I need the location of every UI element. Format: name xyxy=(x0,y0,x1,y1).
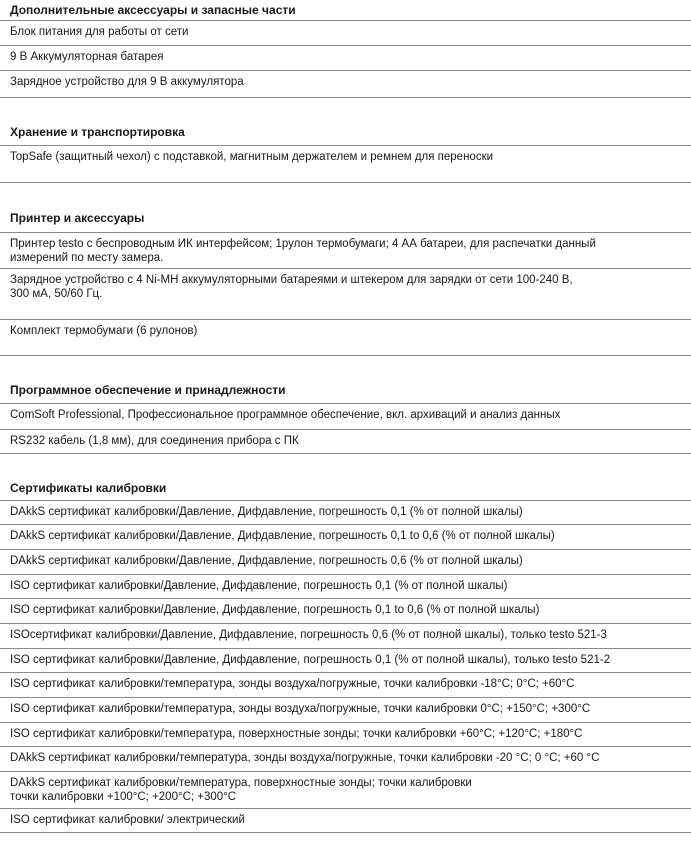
section-title-accessories: Дополнительные аксессуары и запасные части xyxy=(10,3,296,17)
list-item: Блок питания для работы от сети xyxy=(0,21,691,46)
list-item: ComSoft Professional, Профессиональное программное обеспечение, вкл. архиваций и анализ данных xyxy=(0,404,691,430)
section-title-calibration: Сертификаты калибровки xyxy=(10,481,167,495)
list-item: 9 В Аккумуляторная батарея xyxy=(0,46,691,71)
list-item: ISO сертификат калибровки/температура, поверхностные зонды; точки калибровки +60°C; +120°C; +180°C xyxy=(0,723,691,747)
list-item: TopSafe (защитный чехол) с подставкой, магнитным держателем и ремнем для переноски xyxy=(0,146,691,183)
list-item: Комплект термобумаги (6 рулонов) xyxy=(0,320,691,356)
list-item: ISOсертификат калибровки/Давление, Дифдавление, погрешность 0,6 (% от полной шкалы), только testo 521-3 xyxy=(0,624,691,649)
section-title-printer: Принтер и аксессуары xyxy=(10,211,145,225)
list-item: RS232 кабель (1,8 мм), для соединения прибора с ПК xyxy=(0,430,691,454)
list-item: Принтер testo с беспроводным ИК интерфейсом; 1рулон термобумаги; 4 АА батареи, для распечатки данный измерений по месту замера. xyxy=(0,233,691,269)
list-item: ISO сертификат калибровки/Давление, Дифдавление, погрешность 0,1 (% от полной шкалы) xyxy=(0,575,691,599)
list-item: ISO сертификат калибровки/Давление, Дифдавление, погрешность 0,1 (% от полной шкалы), только testo 521-2 xyxy=(0,649,691,673)
list-item: ISO сертификат калибровки/ электрический xyxy=(0,809,691,833)
section-title-software: Программное обеспечение и принадлежности xyxy=(10,383,286,397)
list-item: Зарядное устройство для 9 В аккумулятора xyxy=(0,71,691,98)
list-item: Зарядное устройство с 4 Ni-MH аккумуляторными батареями и штекером для зарядки от сети 100-240 В, 300 мА, 50/60 Гц. xyxy=(0,269,691,320)
list-item: DAkkS сертификат калибровки/температура, поверхностные зонды; точки калибровки точки калибровки +100°C; +200°C; +300°C xyxy=(0,772,691,809)
list-item: ISO сертификат калибровки/Давление, Дифдавление, погрешность 0,1 to 0,6 (% от полной шкалы) xyxy=(0,599,691,624)
list-item: DAkkS сертификат калибровки/Давление, Дифдавление, погрешность 0,1 to 0,6 (% от полной шкалы) xyxy=(0,525,691,550)
list-item: DAkkS сертификат калибровки/Давление, Дифдавление, погрешность 0,6 (% от полной шкалы) xyxy=(0,550,691,575)
section-title-storage: Хранение и транспортировка xyxy=(10,125,185,139)
list-item: DAkkS сертификат калибровки/Давление, Дифдавление, погрешность 0,1 (% от полной шкалы) xyxy=(0,501,691,525)
list-item: ISO сертификат калибровки/температура, зонды воздуха/погружные, точки калибровки 0°C; +150°C; +300°C xyxy=(0,698,691,723)
list-item: ISO сертификат калибровки/температура, зонды воздуха/погружные, точки калибровки -18°C; 0°C; +60°C xyxy=(0,673,691,698)
list-item: DAkkS сертификат калибровки/температура, зонды воздуха/погружные, точки калибровки -20 °C; 0 °C; +60 °C xyxy=(0,747,691,772)
